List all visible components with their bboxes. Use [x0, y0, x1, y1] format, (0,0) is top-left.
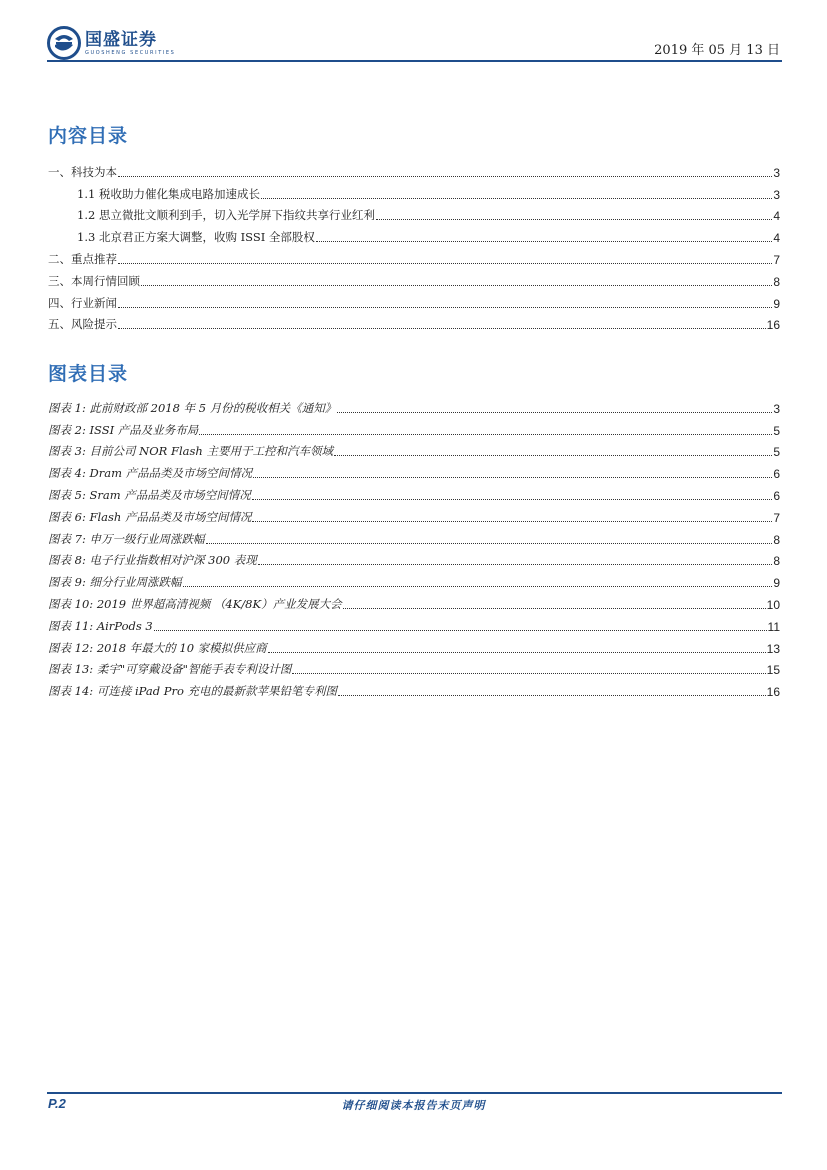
logo-mark-icon [47, 26, 81, 60]
logo-chinese-name: 国盛证券 [85, 29, 157, 50]
toc-entry-page: 4 [773, 231, 780, 246]
dot-leader [141, 284, 772, 286]
toc-entry-page: 8 [773, 274, 780, 289]
toc-entry[interactable] [48, 634, 780, 656]
dot-leader [261, 197, 772, 199]
dot-leader [258, 563, 773, 565]
toc-entry-page: 7 [773, 510, 780, 525]
toc-entry[interactable] [48, 267, 780, 289]
logo-english-name: GUOSHENG SECURITIES [85, 49, 176, 56]
dot-leader [118, 262, 772, 264]
figures-title: 图表目录 [48, 363, 129, 385]
toc-entry[interactable] [48, 202, 780, 224]
toc-entry[interactable] [48, 547, 780, 569]
toc-entry[interactable] [48, 180, 780, 202]
figures-list [48, 394, 780, 699]
toc-entry[interactable] [48, 438, 780, 460]
contents-title: 内容目录 [48, 125, 129, 147]
toc-entry-page: 16 [766, 685, 780, 700]
toc-entry-label: 图表 4: Dram 产品品类及市场空间情况 [48, 466, 253, 481]
toc-entry-page: 6 [773, 467, 780, 482]
footer-page-number: P.2 [48, 1096, 66, 1111]
toc-entry-page: 11 [767, 619, 780, 634]
dot-leader [376, 218, 772, 220]
dot-leader [154, 629, 767, 631]
toc-entry-label: 图表 12: 2018 年最大的 10 家模拟供应商 [48, 640, 267, 655]
toc-entry-page: 10 [766, 597, 780, 612]
toc-entry[interactable] [48, 677, 780, 699]
toc-entry[interactable] [48, 416, 780, 438]
header-divider [47, 60, 782, 62]
toc-entry-page: 16 [766, 318, 780, 333]
dot-leader [183, 585, 773, 587]
dot-leader [334, 454, 772, 456]
toc-entry-label: 图表 11: AirPods 3 [48, 618, 153, 633]
dot-leader [206, 542, 773, 544]
toc-entry-page: 5 [773, 445, 780, 460]
footer-disclaimer: 请仔细阅读本报告末页声明 [341, 1099, 486, 1112]
toc-entry-label: 图表 10: 2019 世界超高清视频 （4K/8K）产业发展大会 [48, 596, 342, 611]
toc-entry-label: 五、风险提示 [48, 317, 117, 332]
company-logo [47, 26, 175, 60]
toc-entry-label: 图表 2: ISSI 产品及业务布局 [48, 422, 199, 437]
toc-entry-page: 8 [773, 532, 780, 547]
contents-list [48, 158, 780, 332]
toc-entry-label: 图表 9: 细分行业周涨跌幅 [48, 575, 182, 590]
toc-entry-label: 图表 8: 电子行业指数相对沪深 300 表现 [48, 553, 257, 568]
toc-entry-label: 1.2 思立微批文顺利到手，切入光学屏下指纹共享行业红利 [77, 208, 375, 223]
toc-entry-label: 三、本周行情回顾 [48, 273, 140, 288]
toc-entry[interactable] [48, 568, 780, 590]
toc-entry-label: 图表 5: Sram 产品品类及市场空间情况 [48, 487, 251, 502]
toc-entry-label: 图表 7: 申万一级行业周涨跌幅 [48, 531, 205, 546]
toc-entry[interactable] [48, 656, 780, 678]
footer-divider [47, 1092, 782, 1094]
toc-entry-page: 5 [773, 423, 780, 438]
toc-entry[interactable] [48, 503, 780, 525]
toc-entry-page: 4 [773, 209, 780, 224]
toc-entry-page: 3 [773, 187, 780, 202]
toc-entry[interactable] [48, 223, 780, 245]
toc-entry[interactable] [48, 612, 780, 634]
toc-entry-page: 13 [766, 641, 780, 656]
toc-entry[interactable] [48, 289, 780, 311]
toc-entry[interactable] [48, 590, 780, 612]
dot-leader [118, 327, 766, 329]
toc-entry-label: 1.1 税收助力催化集成电路加速成长 [77, 186, 260, 201]
toc-entry-label: 图表 1: 此前财政部 2018 年 5 月份的税收相关《通知》 [48, 400, 337, 415]
dot-leader [268, 651, 766, 653]
toc-entry-label: 1.3 北京君正方案大调整，收购 ISSI 全部股权 [77, 230, 315, 245]
page-header [47, 26, 780, 62]
toc-entry-label: 图表 3: 目前公司 NOR Flash 主要用于工控和汽车领域 [48, 444, 333, 459]
dot-leader [343, 607, 766, 609]
toc-entry[interactable] [48, 525, 780, 547]
dot-leader [316, 240, 772, 242]
toc-entry[interactable] [48, 481, 780, 503]
toc-entry-page: 3 [773, 401, 780, 416]
dot-leader [252, 498, 773, 500]
toc-entry-page: 9 [773, 296, 780, 311]
toc-entry-label: 图表 13: 柔宇"可穿戴设备"智能手表专利设计图 [48, 662, 292, 677]
toc-entry-page: 7 [773, 252, 780, 267]
toc-entry-label: 一、科技为本 [48, 164, 117, 179]
toc-entry-page: 6 [773, 488, 780, 503]
dot-leader [118, 306, 772, 308]
toc-entry-page: 15 [766, 663, 780, 678]
toc-entry-label: 四、行业新闻 [48, 295, 117, 310]
toc-entry-label: 图表 6: Flash 产品品类及市场空间情况 [48, 509, 252, 524]
dot-leader [118, 175, 772, 177]
toc-entry-page: 8 [773, 554, 780, 569]
toc-entry-page: 3 [773, 165, 780, 180]
toc-entry-label: 图表 14: 可连接 iPad Pro 充电的最新款苹果铅笔专利图 [48, 684, 338, 699]
dot-leader [337, 411, 772, 413]
dot-leader [338, 694, 766, 696]
toc-entry[interactable] [48, 394, 780, 416]
toc-entry[interactable] [48, 245, 780, 267]
dot-leader [252, 520, 772, 522]
dot-leader [253, 476, 772, 478]
toc-entry-label: 二、重点推荐 [48, 251, 117, 266]
toc-entry[interactable] [48, 311, 780, 333]
toc-entry[interactable] [48, 158, 780, 180]
dot-leader [199, 433, 772, 435]
report-date: 2019 年 05 月 13 日 [654, 43, 780, 58]
toc-entry[interactable] [48, 459, 780, 481]
toc-entry-page: 9 [773, 576, 780, 591]
dot-leader [292, 672, 765, 674]
